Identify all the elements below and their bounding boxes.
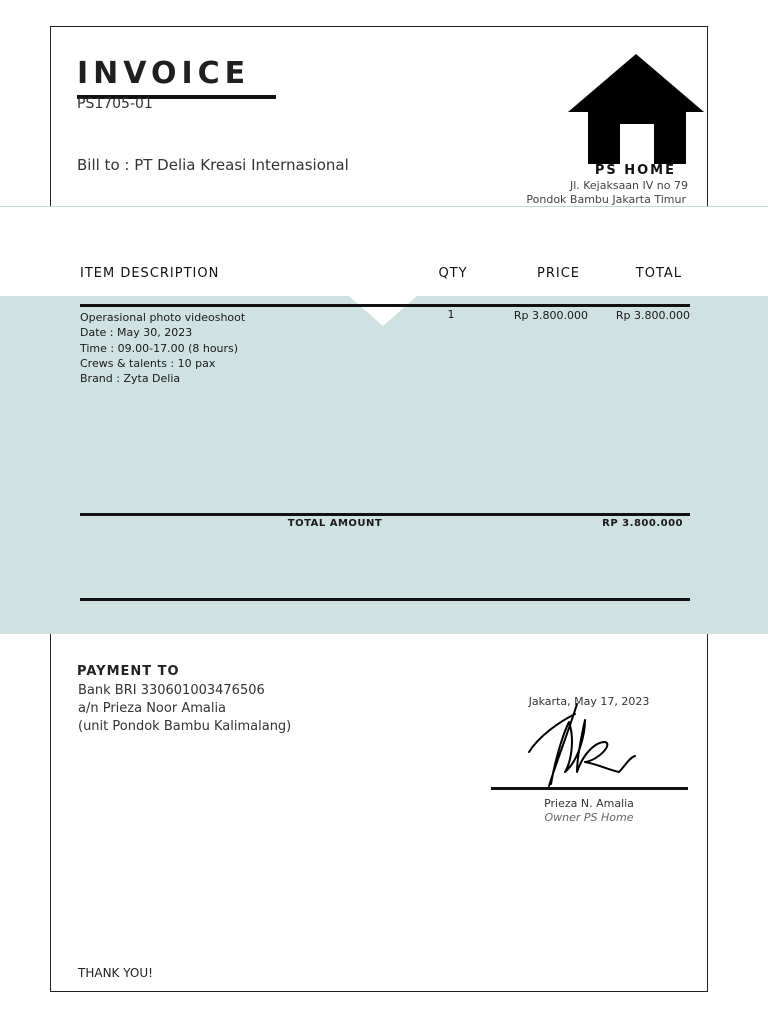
company-address-line2: Pondok Bambu Jakarta Timur bbox=[526, 193, 686, 206]
house-icon bbox=[568, 54, 704, 164]
thank-you-text: THANK YOU! bbox=[78, 966, 153, 980]
item-description bbox=[80, 310, 245, 386]
item-description-line: Date : May 30, 2023 bbox=[80, 326, 193, 340]
table-top-rule bbox=[80, 304, 690, 307]
table-header-band bbox=[0, 206, 768, 296]
total-rule bbox=[80, 513, 690, 516]
company-name: PS HOME bbox=[594, 163, 676, 178]
item-description-line: Brand : Zyta Delia bbox=[80, 372, 181, 386]
total-amount-label: TOTAL AMOUNT bbox=[287, 518, 383, 529]
item-description-line: Crews & talents : 10 pax bbox=[80, 356, 216, 370]
item-description-line: Time : 09.00-17.00 (8 hours) bbox=[80, 341, 239, 355]
item-total: Rp 3.800.000 bbox=[615, 309, 690, 322]
sign-place-date: Jakarta, May 17, 2023 bbox=[528, 695, 650, 708]
header-qty: QTY bbox=[438, 266, 468, 281]
invoice-title: INVOICE bbox=[77, 56, 251, 91]
header-total: TOTAL bbox=[635, 266, 682, 281]
payment-unit: (unit Pondok Bambu Kalimalang) bbox=[78, 719, 292, 734]
header-price: PRICE bbox=[537, 266, 580, 281]
header-item-description: ITEM DESCRIPTION bbox=[80, 266, 220, 281]
payment-title: PAYMENT TO bbox=[77, 664, 180, 679]
total-amount-value: RP 3.800.000 bbox=[602, 518, 683, 529]
band-notch bbox=[349, 296, 417, 326]
table-bottom-rule bbox=[80, 598, 690, 601]
payment-bank: Bank BRI 330601003476506 bbox=[78, 683, 265, 698]
invoice-number: PS1705-01 bbox=[77, 96, 153, 112]
item-price: Rp 3.800.000 bbox=[513, 309, 588, 322]
bill-to: Bill to : PT Delia Kreasi Internasional bbox=[77, 156, 349, 174]
item-qty: 1 bbox=[447, 308, 455, 321]
company-address-line1: Jl. Kejaksaan IV no 79 bbox=[569, 179, 688, 192]
signature-line bbox=[491, 787, 688, 790]
signer-role: Owner PS Home bbox=[544, 811, 634, 824]
item-description-line: Operasional photo videoshoot bbox=[80, 311, 246, 324]
signature-icon bbox=[525, 700, 640, 792]
signer-name: Prieza N. Amalia bbox=[544, 797, 634, 810]
payment-account-name: a/n Prieza Noor Amalia bbox=[78, 701, 227, 716]
